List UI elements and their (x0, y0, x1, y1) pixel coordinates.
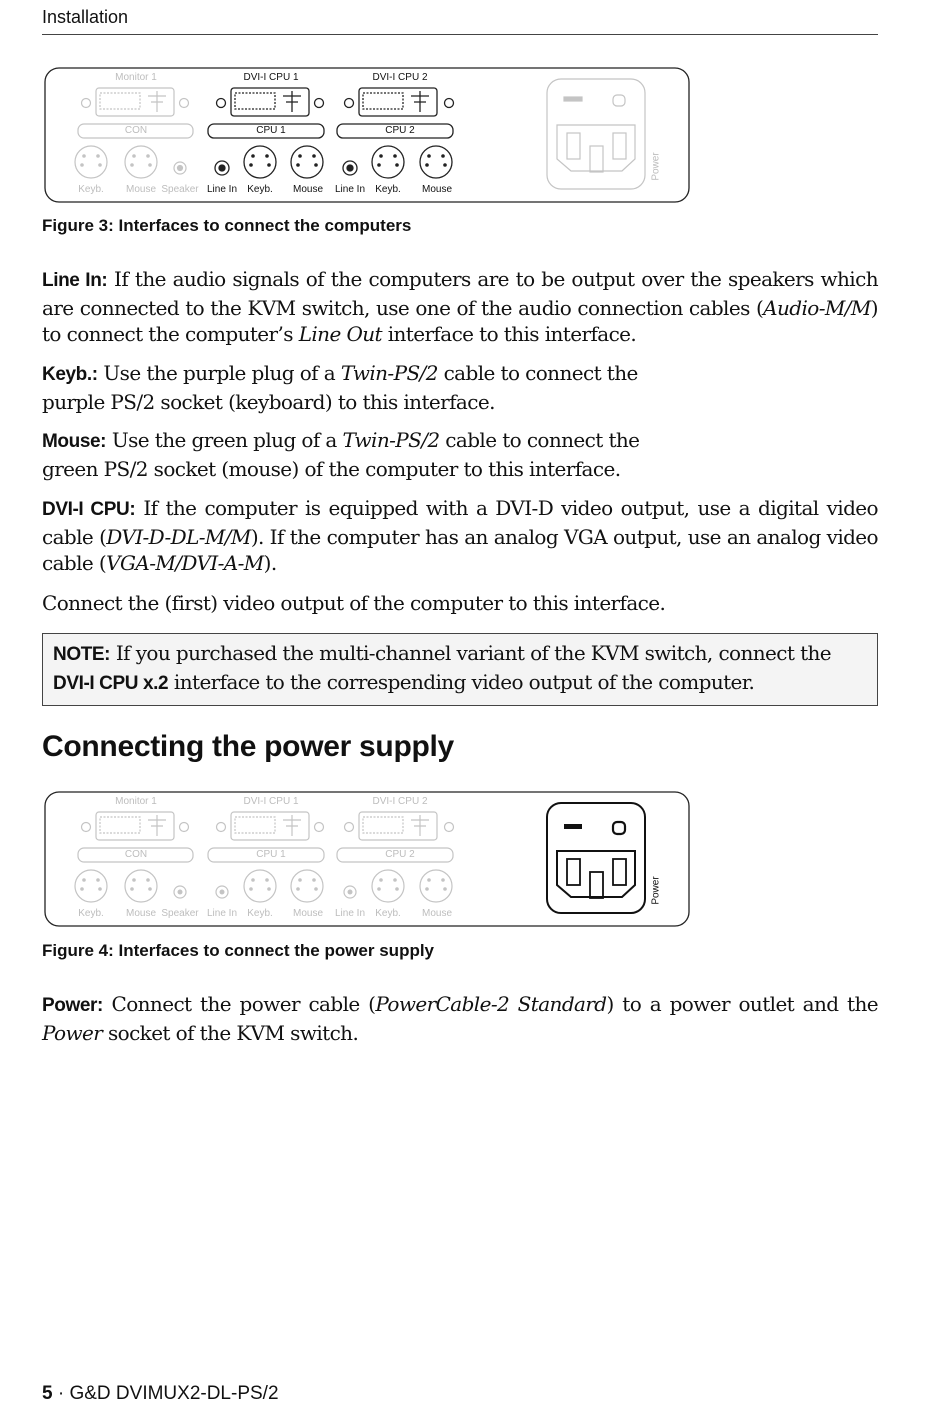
label-keyb: Keyb. (78, 184, 104, 195)
label-power: Power (650, 876, 662, 905)
header-rule (42, 34, 878, 35)
footer-separator: · (52, 1383, 70, 1404)
line-in-text-2: ) to connect the computer’s (42, 295, 878, 346)
page-number: 5 (42, 1383, 53, 1404)
line-in-text-1: If the audio signals of the computers are to be output over the speakers which are connected to the KVM switch, use one of the audio connection cables ( (42, 267, 878, 320)
label-mouse-cpu-2: Mouse (421, 908, 453, 919)
power-text-1: Connect the power cable ( (102, 992, 376, 1016)
dvi-text-3: ). (263, 551, 277, 575)
figure-3-caption: Figure 3: Interfaces to connect the computers (42, 216, 412, 235)
keyb-text-2: cable to connect the (437, 361, 638, 385)
term-line-in: Line In: (42, 270, 108, 291)
label-line-in-2: Line In (334, 908, 366, 919)
label-line-in-1: Line In (206, 908, 238, 919)
line-in-port: Line Out (298, 322, 382, 346)
label-keyb-cpu-1: Keyb. (247, 908, 273, 919)
power-text-2: ) to a power outlet and the (606, 992, 878, 1016)
label-line-in-1: Line In (206, 184, 238, 195)
label-cpu-2: CPU 2 (385, 849, 415, 860)
term-power: Power: (42, 995, 103, 1016)
label-dvi-cpu-1: DVI-I CPU 1 (243, 72, 299, 83)
label-dvi-cpu-1: DVI-I CPU 1 (243, 796, 299, 807)
label-mouse: Mouse (125, 908, 157, 919)
dvi-paragraph (42, 495, 878, 577)
label-keyb-cpu-1: Keyb. (247, 184, 273, 195)
power-cable: PowerCable-2 Standard (375, 992, 607, 1016)
label-monitor-1: Monitor 1 (115, 72, 157, 83)
running-head: Installation (42, 7, 129, 27)
label-keyb: Keyb. (78, 908, 104, 919)
mouse-paragraph (42, 427, 878, 482)
dvi-cable-2: VGA-M/DVI-A-M (106, 551, 264, 575)
product-name: G&D DVIMUX2-DL-PS/2 (69, 1383, 279, 1404)
label-speaker: Speaker (161, 908, 199, 919)
power-paragraph (42, 991, 878, 1046)
label-mouse: Mouse (125, 184, 157, 195)
label-speaker: Speaker (161, 184, 199, 195)
power-text-3: socket of the KVM switch. (102, 1020, 359, 1045)
note-label: NOTE: (53, 644, 111, 665)
section-title: Connecting the power supply (42, 730, 454, 763)
connect-first-paragraph: Connect the (first) video output of the computer to this interface. (42, 591, 666, 615)
mouse-cable: Twin-PS/2 (342, 428, 440, 452)
label-con: CON (124, 125, 148, 136)
figure-4-rear-panel (44, 791, 690, 927)
figure-3-rear-panel (44, 67, 690, 203)
note-box (42, 633, 878, 706)
note-paragraph (53, 640, 868, 697)
label-monitor-1: Monitor 1 (115, 796, 157, 807)
label-dvi-cpu-2: DVI-I CPU 2 (372, 796, 428, 807)
page-footer (42, 1383, 279, 1405)
line-in-paragraph (42, 266, 878, 348)
label-dvi-cpu-2: DVI-I CPU 2 (372, 72, 428, 83)
label-cpu-2: CPU 2 (385, 125, 415, 136)
dvi-text-1: If the computer is equipped with a DVI-D video output, use a digital video cable ( (42, 496, 878, 549)
term-keyb: Keyb.: (42, 364, 98, 385)
mouse-text-1: Use the green plug of a (106, 428, 343, 452)
label-keyb-cpu-2: Keyb. (375, 184, 401, 195)
label-line-in-2: Line In (334, 184, 366, 195)
mouse-text-2: cable to connect the (439, 428, 640, 452)
note-text-1: If you purchased the multi-channel variant of the KVM switch, connect the (110, 641, 832, 665)
label-mouse-cpu-1: Mouse (292, 184, 324, 195)
dvi-text-2: ). If the computer has an analog VGA output, use an analog video cable ( (42, 524, 878, 575)
keyb-paragraph (42, 360, 878, 415)
label-con: CON (124, 849, 148, 860)
term-dvi-cpu: DVI-I CPU: (42, 499, 136, 520)
note-port: DVI-I CPU x.2 (53, 672, 169, 694)
term-mouse: Mouse: (42, 431, 107, 452)
label-mouse-cpu-1: Mouse (292, 908, 324, 919)
figure-4-caption: Figure 4: Interfaces to connect the power supply (42, 941, 435, 960)
keyb-text-1: Use the purple plug of a (97, 361, 341, 385)
label-mouse-cpu-2: Mouse (421, 184, 453, 195)
line-in-text-3: interface to this interface. (381, 322, 637, 346)
label-cpu-1: CPU 1 (256, 849, 286, 860)
line-in-cable: Audio-M/M (763, 295, 871, 320)
label-power: Power (650, 152, 662, 181)
keyb-text-3: purple PS/2 socket (keyboard) to this interface. (42, 389, 495, 414)
dvi-cable-1: DVI-D-DL-M/M (106, 524, 251, 549)
label-cpu-1: CPU 1 (256, 125, 286, 136)
power-port: Power (42, 1020, 103, 1045)
mouse-text-3: green PS/2 socket (mouse) of the computer to this interface. (42, 456, 621, 481)
keyb-cable: Twin-PS/2 (340, 361, 438, 385)
label-keyb-cpu-2: Keyb. (375, 908, 401, 919)
note-text-2: interface to the correspending video output of the computer. (168, 669, 755, 694)
